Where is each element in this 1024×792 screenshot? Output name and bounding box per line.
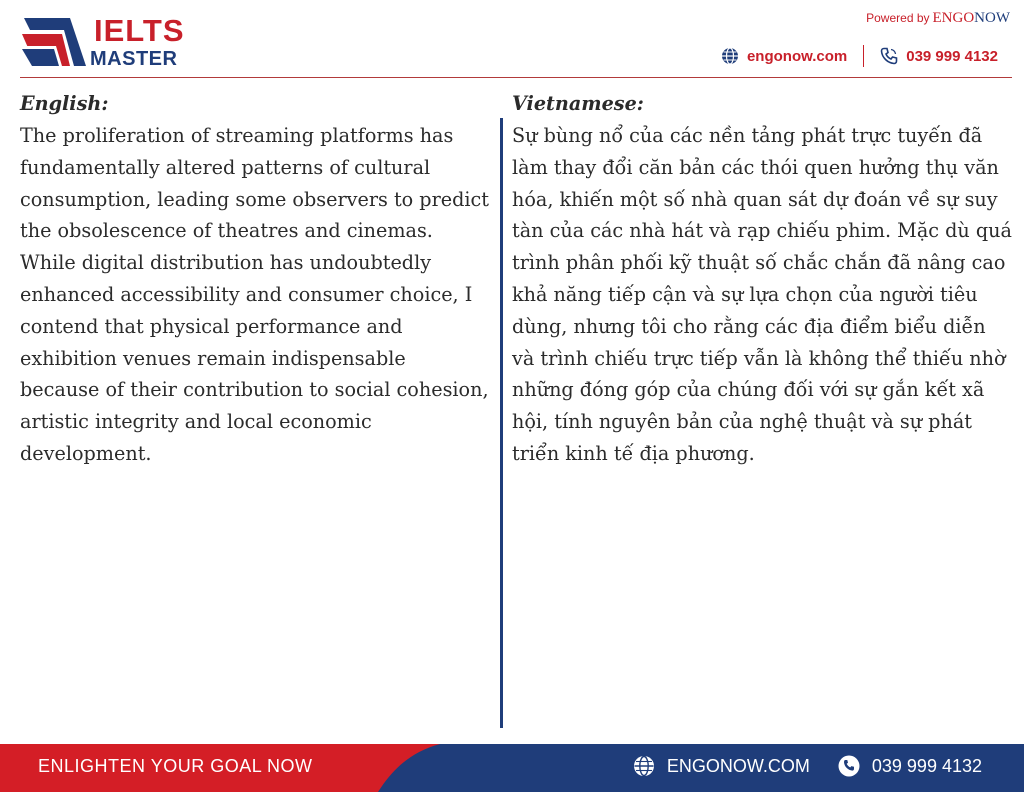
footer-contact	[633, 755, 982, 777]
phone-icon	[838, 755, 860, 777]
vietnamese-heading: Vietnamese:	[512, 92, 644, 115]
brand-part-a: ENGO	[932, 10, 975, 26]
contact-separator	[863, 45, 864, 67]
footer-phone-link[interactable]: 039 999 4132	[871, 755, 982, 776]
english-heading: English:	[20, 92, 109, 115]
globe-icon	[633, 755, 655, 777]
engonow-brand[interactable]	[933, 10, 1011, 27]
logo-mark-icon	[20, 16, 88, 68]
english-paragraph: The proliferation of streaming platforms has fundamentally altered patterns of cultural consumption, leading some observers to predict the obsolescence of theatres and cinemas. While digital distribution has undoubtedly enhanced accessibility and consumer choice, I contend that physical performance and exhibition venues remain indispensable because of their contribution to social cohesion, artistic integrity and local economic development.	[20, 124, 489, 465]
logo-text-bottom: MASTER	[90, 48, 178, 70]
vietnamese-paragraph: Sự bùng nổ của các nền tảng phát trực tuyến đã làm thay đổi căn bản các thói quen hưởng thụ văn hóa, khiến một số nhà quan sát dự đoán về sự suy tàn của các nhà hát và rạp chiếu phim. Mặc dù quá trình phân phối kỹ thuật số chắc chắn đã nâng cao khả năng tiếp cận và sự lựa chọn của người tiêu dùng, nhưng tôi cho rằng các địa điểm biểu diễn và trình chiếu trực tiếp vẫn là không thể thiếu nhờ những đóng góp của chúng đối với sự gắn kết xã hội, tính nguyên bản của nghệ thuật và sự phát triển kinh tế địa phương.	[512, 124, 1012, 465]
header-divider	[20, 77, 1012, 78]
ielts-master-logo[interactable]	[20, 13, 185, 70]
header	[0, 0, 1024, 80]
header-phone-link[interactable]: 039 999 4132	[906, 47, 998, 65]
english-column	[20, 90, 490, 470]
phone-icon	[880, 47, 898, 65]
powered-by	[866, 10, 1010, 27]
footer-website-link[interactable]: ENGONOW.COM	[666, 755, 810, 776]
brand-part-b: NOW	[974, 10, 1010, 26]
column-divider	[500, 118, 503, 728]
header-contact	[721, 44, 998, 68]
powered-by-label: Powered by	[866, 11, 930, 25]
footer	[0, 744, 1024, 792]
vietnamese-column	[512, 90, 1012, 470]
footer-slogan: ENLIGHTEN YOUR GOAL NOW	[38, 756, 313, 776]
logo-text-top: IELTS	[94, 13, 185, 48]
header-website-link[interactable]: engonow.com	[746, 47, 848, 65]
globe-icon	[721, 47, 739, 65]
